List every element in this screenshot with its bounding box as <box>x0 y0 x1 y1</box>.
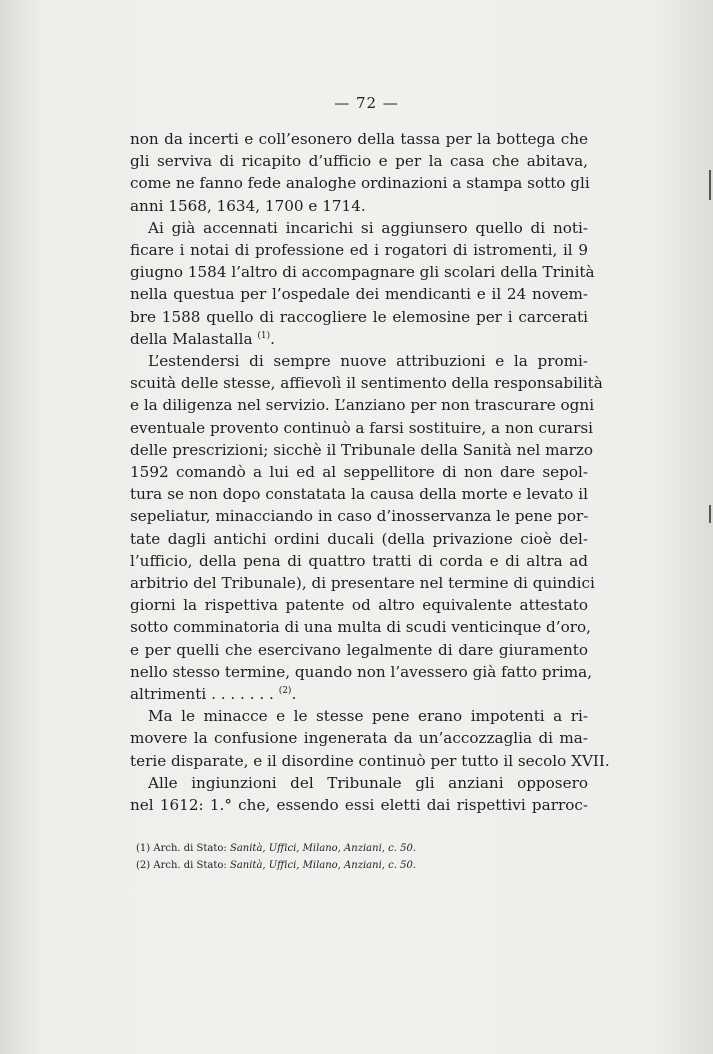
text-line: non da incerti e coll’esonero della tassa per la bottega che <box>130 130 588 148</box>
footnote-citation: Sanità, Uffici, Milano, Anziani, c. 50. <box>229 860 416 871</box>
paragraph <box>130 705 610 772</box>
text-line: Ai già accennati incarichi si aggiunsero quello di noti- <box>148 218 588 237</box>
footnote <box>136 857 556 874</box>
footnote-ref-1: (1) <box>257 330 271 341</box>
footnote-source: Arch. di Stato: <box>153 843 227 854</box>
text-line: giugno 1584 l’altro di accompagnare gli scolari della Trinità <box>130 263 595 282</box>
text-line: delle prescrizioni; sicchè il Tribunale della Sanità nel marzo <box>130 440 593 459</box>
paragraph <box>130 217 595 350</box>
text-line: anni 1568, 1634, 1700 e 1714. <box>130 196 366 215</box>
footnote-ref-2: (2) <box>278 686 292 697</box>
text-line: movere la confusione ingenerata da un’accozzaglia di ma- <box>130 729 588 748</box>
text-line: arbitrio del Tribunale), di presentare nel termine di quindici <box>130 574 595 593</box>
text-line: e per quelli che esercivano legalmente di dare giuramento <box>130 640 588 659</box>
text-line: gli serviva di ricapito d’ufficio e per la casa che abitava, <box>130 152 588 171</box>
text-line: ficare i notai di professione ed i rogatori di istromenti, il 9 <box>130 241 588 260</box>
text-line: bre 1588 quello di raccogliere le elemosine per i carcerati <box>130 307 588 326</box>
text-line <box>130 683 588 705</box>
scan-edge-mark <box>709 170 711 200</box>
footnote <box>136 840 556 857</box>
footnote-citation: Sanità, Uffici, Milano, Anziani, c. 50. <box>229 843 416 854</box>
footnote-mark: (1) <box>136 843 151 854</box>
text-line: tura se non dopo constatata la causa della morte e levato il <box>130 485 588 504</box>
text-line: tate dagli antichi ordini ducali (della privazione cioè del- <box>130 529 588 548</box>
scan-edge-mark <box>709 505 711 523</box>
text-line: nel 1612: 1.° che, essendo essi eletti dai rispettivi parroc- <box>130 796 588 815</box>
paragraph <box>130 772 588 816</box>
text-line: Ma le minacce e le stesse pene erano impotenti a ri- <box>148 707 588 726</box>
paragraph <box>130 128 588 217</box>
text-line-content: della Malastalla <box>130 329 253 348</box>
footnotes <box>136 840 556 874</box>
footnote-source: Arch. di Stato: <box>153 860 227 871</box>
text-line: e la diligenza nel servizio. L’anziano per non trascurare ogni <box>130 396 595 415</box>
text-line <box>130 328 588 350</box>
footnote-mark: (2) <box>136 860 151 871</box>
paragraph <box>130 350 603 705</box>
text-line: sepeliatur, minacciando in caso d’inosservanza le pene por- <box>130 507 589 526</box>
text-line: giorni la rispettiva patente od altro equivalente attestato <box>130 596 588 615</box>
text-line: L’estendersi di sempre nuove attribuzioni e la promi- <box>148 352 588 371</box>
text-line: 1592 comandò a lui ed al seppellitore di non dare sepol- <box>130 463 588 482</box>
text-line: Alle ingiunzioni del Tribunale gli anziani opposero <box>148 773 588 792</box>
text-line: nella questua per l’ospedale dei mendicanti e il 24 novem- <box>130 285 588 304</box>
punctuation: . <box>270 329 275 348</box>
text-line: scuità delle stesse, affievolì il sentimento della responsabilità <box>130 374 603 393</box>
text-line: sotto comminatoria di una multa di scudi venticinque d’oro, <box>130 618 591 637</box>
page-number: — 72 — <box>334 94 399 112</box>
text-line-content: altrimenti . . . . . . . <box>130 685 274 704</box>
text-line: eventuale provento continuò a farsi sostituire, a non curarsi <box>130 418 593 437</box>
text-line: nello stesso termine, quando non l’avessero già fatto prima, <box>130 662 593 681</box>
text-line: l’ufficio, della pena di quattro tratti di corda e di altra ad <box>130 551 588 570</box>
body-text <box>130 128 610 816</box>
text-line: terie disparate, e il disordine continuò per tutto il secolo XVII. <box>130 751 610 770</box>
text-line: come ne fanno fede analoghe ordinazioni a stampa sotto gli <box>130 174 590 193</box>
punctuation: . <box>291 685 297 704</box>
